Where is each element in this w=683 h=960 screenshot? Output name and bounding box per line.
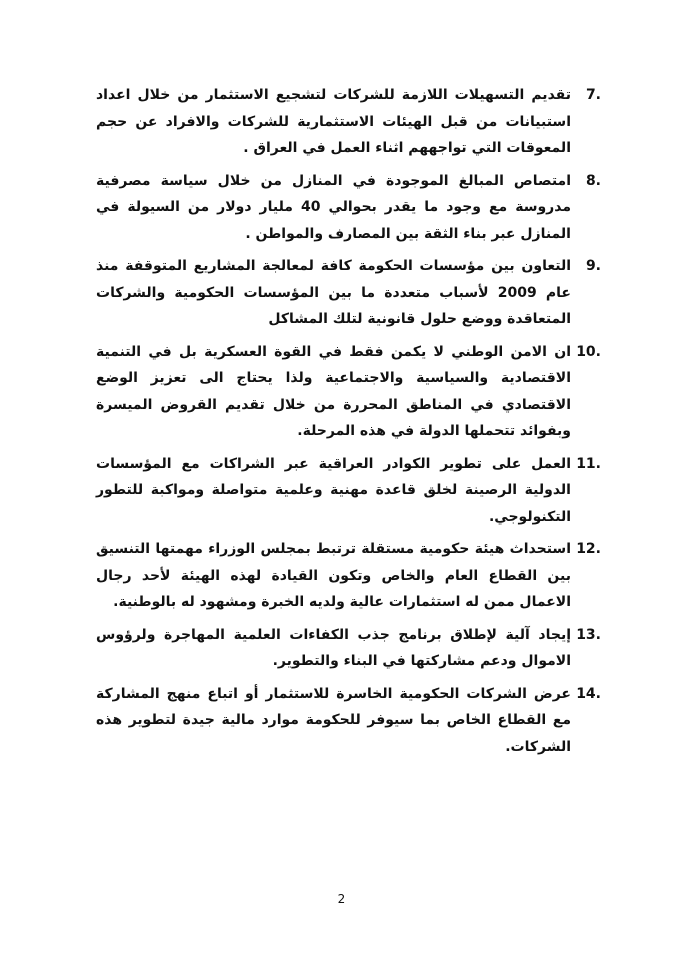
item-number: 14.	[576, 685, 601, 702]
list-item-7	[96, 82, 601, 162]
page-number: 2	[337, 892, 346, 906]
item-text: التعاون بين مؤسسات الحكومة كافة لمعالجة المشاريع المتوقفة منذ عام 2009 لأسباب متعددة ما بين المؤسسات الحكومية والشركات المتعاقدة ووضع حلول قانونية لتلك المشاكل	[96, 258, 571, 327]
item-text: إيجاد آلية لإطلاق برنامج جذب الكفاءات العلمية المهاجرة ولرؤوس الاموال ودعم مشاركتها في البناء والتطوير.	[96, 626, 571, 669]
item-number: 10.	[576, 343, 601, 360]
item-number: 7.	[585, 87, 601, 103]
item-text: عرض الشركات الحكومية الخاسرة للاستثمار أو اتباع منهج المشاركة مع القطاع الخاص بما سيوفر للحكومة موارد مالية جيدة لتطوير هذه الشركات.	[96, 685, 571, 755]
list-item-11	[96, 451, 601, 531]
item-number: 12.	[576, 541, 601, 557]
recommendations-list	[96, 82, 601, 760]
list-item-12	[96, 536, 601, 616]
item-text: تقديم التسهيلات اللازمة للشركات لتشجيع الاستثمار من خلال اعداد استبيانات من قبل الهيئات الاستثمارية للشركات والافراد عن حجم المعوقات التي تواجههم اثناء العمل في العراق .	[96, 87, 571, 156]
item-text: ان الامن الوطني لا يكمن فقط في القوة العسكرية بل في التنمية الاقتصادية والسياسية والاجتماعية ولذا يحتاج الى تعزيز الوضع الاقتصادي في المناطق المحررة من خلال تقديم القروض الميسرة وبفوائد تتحملها الدولة في هذه المرحلة.	[96, 343, 571, 439]
item-text: امتصاص المبالغ الموجودة في المنازل من خلال سياسة مصرفية مدروسة مع وجود ما يقدر بحوالي 40 مليار دولار من السيولة في المنازل عبر بناء الثقة بين المصارف والمواطن .	[96, 172, 571, 242]
list-item-8	[96, 168, 601, 248]
list-item-10	[96, 339, 601, 445]
list-item-13	[96, 622, 601, 675]
document-body	[96, 82, 601, 766]
list-item-9	[96, 253, 601, 333]
item-number: 8.	[585, 172, 601, 189]
item-text: استحداث هيئة حكومية مستقلة ترتبط بمجلس الوزراء مهمتها التنسيق بين القطاع العام والخاص وتكون القيادة لهذه الهيئة لأحد رجال الاعمال ممن له استثمارات عالية ولديه الخبرة ومشهود له بالوطنية.	[96, 541, 571, 610]
item-number: 11.	[576, 455, 601, 472]
item-number: 9.	[585, 258, 601, 274]
item-text: العمل على تطوير الكوادر العراقية عبر الشراكات مع المؤسسات الدولية الرصينة لخلق قاعدة مهنية وعلمية متواصلة ومواكبة للتطور التكنولوجي.	[96, 455, 571, 525]
item-number: 13.	[576, 626, 601, 643]
list-item-14	[96, 681, 601, 761]
